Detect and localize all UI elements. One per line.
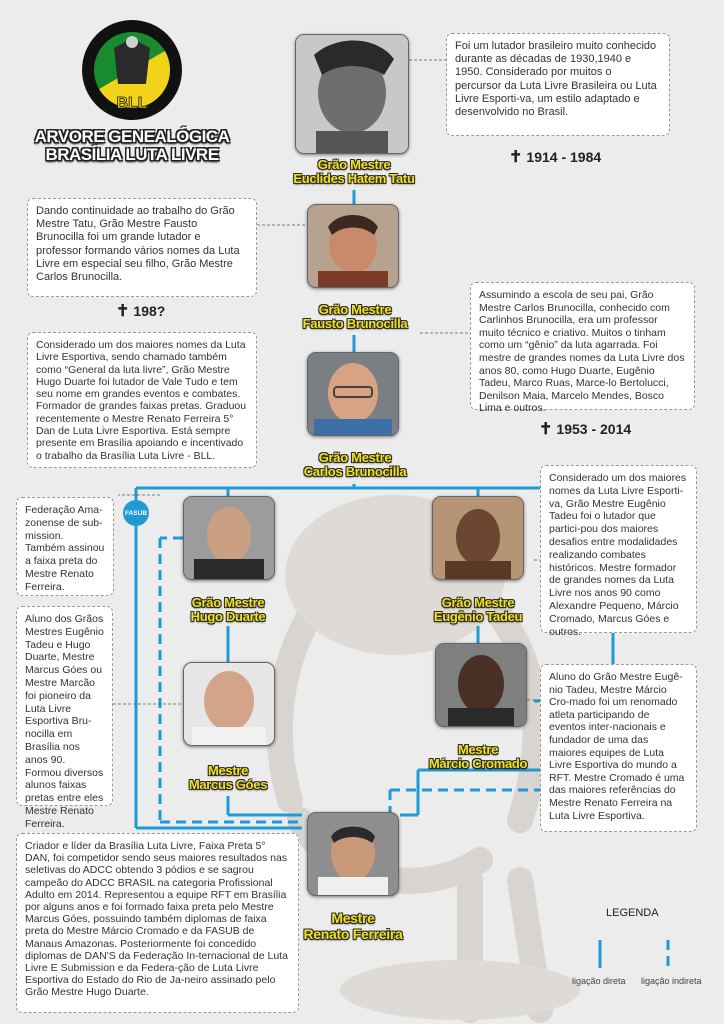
cross-icon: ✝ (116, 303, 130, 320)
name-carlos: Grão Mestre Carlos Brunocilla (303, 450, 407, 479)
photo-tatu (295, 34, 409, 154)
note-eugenio: Considerado um dos maiores nomes da Luta Livre Esporti-va, Grão Mestre Eugênio Tadeu foi o lutador que partici-pou dos maiores desafios entre modalidades realizando combates históricos. Mestre formador de grandes nomes da Luta Livre nos anos 90 como Alexandre Pequeno, Márcio Cromado, Marcus Góes e outros. (540, 465, 697, 633)
legend-indirect-label: ligação indireta (641, 976, 702, 986)
note-hugo: Considerado um dos maiores nomes da Luta Livre Esportiva, sendo chamado também como “General da luta livre”, Grão Mestre Hugo Duarte foi lutador de Vale Tudo e tem seu nome em grandes eventos e combates. Formador de grandes faixas pretas. Graduou recentemente o Mestre Renato Ferreira 5° Dan de Luta Livre Esportiva. Está sempre presente em Brasília apoiando e incentivado o trabalho da Brasília Luta Livre - BLL. (27, 332, 257, 468)
dates-fausto: ✝ 198? (116, 303, 166, 320)
title-line-2: BRASÍLIA LUTA LIVRE (45, 145, 219, 164)
page-title (20, 128, 244, 164)
cross-icon: ✝ (509, 149, 523, 166)
name-hugo: Grão Mestre Hugo Duarte (190, 595, 266, 624)
name-eugenio: Grão Mestre Eugênio Tadeu (433, 595, 523, 624)
dates-tatu: ✝ 1914 - 1984 (509, 149, 602, 166)
cross-icon: ✝ (539, 421, 553, 438)
photo-marcio (435, 643, 527, 727)
photo-marcus (183, 662, 275, 746)
name-renato: Mestre Renato Ferreira (303, 910, 403, 942)
photo-eugenio (432, 496, 524, 580)
legend-direct-label: ligação direta (572, 976, 626, 986)
photo-renato (307, 812, 399, 896)
note-fasub: Federação Ama-zonense de sub-mission. Também assinou a faixa preta do Mestre Renato Ferreira. (16, 497, 114, 596)
photo-hugo (183, 496, 275, 580)
photo-fausto (307, 204, 399, 288)
name-tatu: Grão Mestre Euclides Hatem Tatu (293, 157, 415, 186)
name-fausto: Grão Mestre Fausto Brunocilla (302, 302, 408, 331)
note-fausto: Dando continuidade ao trabalho do Grão Mestre Tatu, Grão Mestre Fausto Brunocilla foi um grande lutador e professor formando vários nomes da Luta Livre em especial seu filho, Grão Mestre Carlos Brunocilla. (27, 198, 257, 297)
note-tatu: Foi um lutador brasileiro muito conhecido durante as décadas de 1930,1940 e 1950. Considerado por muitos o percursor da Luta Livre Brasileira ou Luta Livre Esporti-va, um estilo adaptado e desenvolvido no Brasil. (446, 33, 670, 136)
bll-logo (80, 18, 184, 122)
note-renato: Criador e líder da Brasília Luta Livre, Faixa Preta 5° DAN, foi competidor sendo seus maiores resultados nas seletivas do ADCC obtendo 3 pódios e se sagrou campeão do ADCC BRASIL na categoria Profissional Adulto em 2014. Representou a equipe RFT em Brasília por alguns anos e foi formado faixa preta pelo Mestre Marcus Góes, possuindo também diplomas de faixa preta do Mestre Márcio Cromado e da FASUB de Manaus Amazonas. Posteriormente foi concedido diplomas de DAN'S da Federação In-ternacional de Luta Livre E Submission e da Federa-ção de Luta Livre Esportiva do Estado do Rio de Ja-neiro assinado pelo Grão Mestre Hugo Duarte. (16, 833, 299, 1013)
name-marcio: Mestre Márcio Cromado (428, 742, 528, 771)
legend-title: LEGENDA (606, 907, 659, 919)
name-marcus: Mestre Marcus Góes (188, 763, 268, 792)
note-marcio: Aluno do Grão Mestre Eugê-nio Tadeu, Mestre Márcio Cro-mado foi um renomado atleta participando de eventos inter-nacionais e fundador de uma das maiores equipes de Luta Livre Esportiva do mundo a RFT. Mestre Cromado é uma das maiores referências do Mestre Renato Ferreira na Luta Livre Esportiva. (540, 664, 697, 832)
photo-carlos (307, 352, 399, 436)
note-marcus: Aluno dos Grãos Mestres Eugênio Tadeu e Hugo Duarte, Mestre Marcus Góes ou Mestre Marcão foi pioneiro da Luta Livre Esportiva Bru-nocilla em Brasília nos anos 90. Formou diversos alunos faixas pretas entre eles Mestre Renato Ferreira. (16, 606, 113, 806)
logo-text: BLL (116, 95, 148, 112)
dates-carlos: ✝ 1953 - 2014 (539, 421, 632, 438)
note-carlos: Assumindo a escola de seu pai, Grão Mestre Carlos Brunocilla, conhecido com Carlinhos Brunocilla, era um professor muito técnico e criativo. Muitos o tinham como um “gênio” da luta agarrada. Foi mestre de grandes nomes da Luta Livre dos anos 80, como Hugo Duarte, Eugênio Tadeu, Marco Ruas, Marce-lo Bertolucci, Denilson Maia, Marcelo Mendes, Bosco Lima e outros. (470, 282, 695, 410)
fasub-badge: FASUB (123, 500, 149, 526)
title-line-1: ARVORE GENEALÓGICA (34, 127, 230, 146)
